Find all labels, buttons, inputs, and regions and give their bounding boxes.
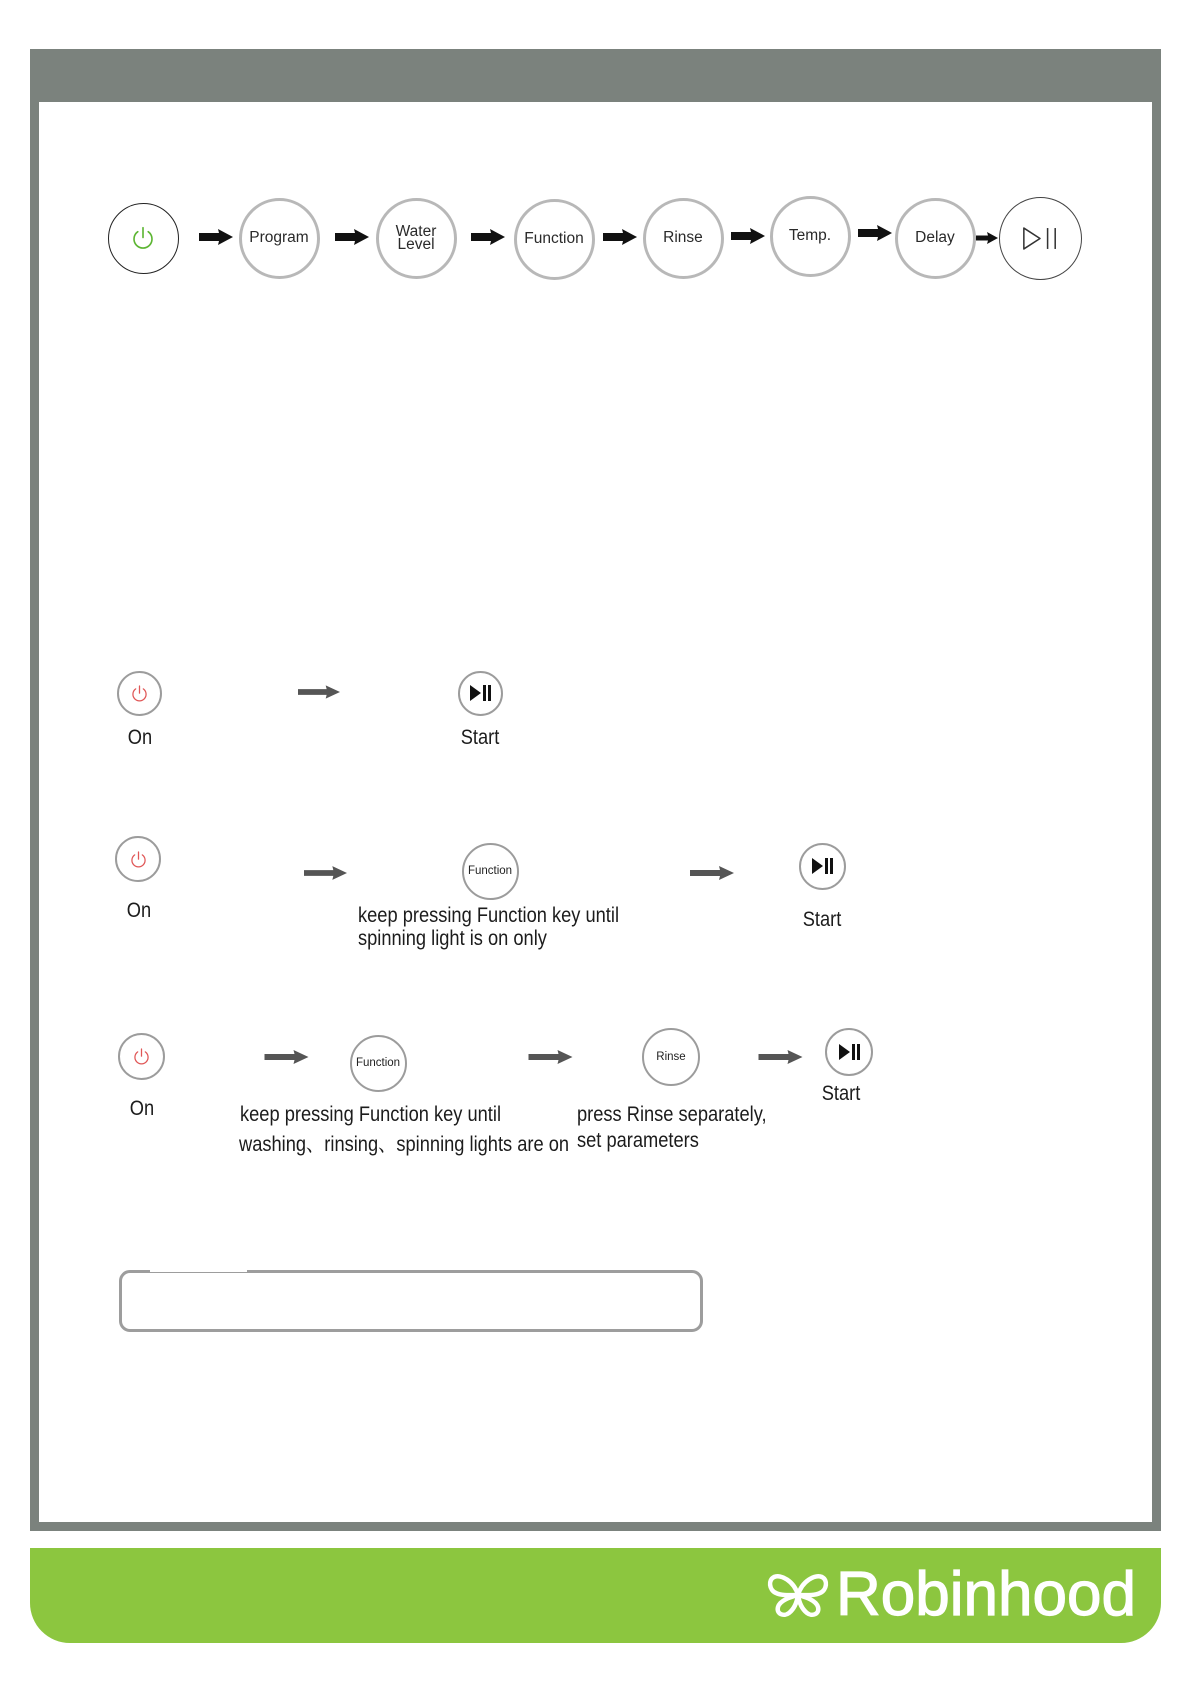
water-level-key <box>376 198 457 279</box>
function-key-label: Function <box>524 230 584 248</box>
rinse-key <box>643 198 724 279</box>
seq3-function-key-label: Function <box>355 1057 401 1069</box>
seq2-on-label: On <box>126 899 152 922</box>
butterfly-logo-icon <box>767 1571 829 1619</box>
seq2-start-label: Start <box>802 908 842 931</box>
seq3-function-key <box>350 1035 407 1092</box>
arrow-right-icon <box>298 685 340 699</box>
arrow-right-icon <box>603 229 637 245</box>
seq2-power-key <box>115 836 161 882</box>
seq3-rinse-note-line-2: set parameters <box>577 1129 699 1152</box>
seq3-function-note-line-1: keep pressing Function key until <box>240 1103 501 1126</box>
power-key <box>108 203 179 274</box>
seq1-power-key <box>117 671 162 716</box>
header-bar <box>30 49 1161 102</box>
seq3-power-key <box>118 1033 165 1080</box>
arrow-right-icon <box>858 225 892 241</box>
play-pause-icon <box>468 683 492 703</box>
delay-key-label: Delay <box>915 229 955 247</box>
arrow-right-icon <box>758 1050 803 1064</box>
program-key <box>239 198 320 279</box>
arrow-right-icon <box>199 229 233 245</box>
arrow-right-icon <box>335 229 369 245</box>
play-pause-icon <box>810 856 834 876</box>
rinse-key-label: Rinse <box>663 229 703 247</box>
play-pause-icon <box>1021 226 1059 251</box>
power-icon <box>132 1047 151 1066</box>
seq2-function-note-line-2: spinning light is on only <box>358 927 547 950</box>
brand-wordmark: Robinhood <box>836 1560 1136 1629</box>
seq3-function-note-line-2: washing、rinsing、spinning lights are on <box>239 1133 570 1156</box>
arrow-right-icon <box>304 866 347 880</box>
water-level-label-line-1: Water <box>395 222 437 240</box>
arrow-right-icon <box>976 232 998 244</box>
power-icon <box>130 684 149 703</box>
seq1-on-label: On <box>127 726 153 749</box>
arrow-right-icon <box>690 866 734 880</box>
seq3-on-label: On <box>129 1097 155 1120</box>
seq3-start-label: Start <box>821 1082 861 1105</box>
seq1-start-label: Start <box>460 726 500 749</box>
play-pause-icon <box>837 1042 861 1062</box>
power-icon <box>130 225 156 251</box>
note-box-tab-gap <box>150 1270 247 1272</box>
temp-key <box>770 196 851 277</box>
seq2-function-note-line-1: keep pressing Function key until <box>358 904 619 927</box>
arrow-right-icon <box>528 1050 573 1064</box>
water-level-key-label <box>395 222 437 253</box>
function-key <box>514 199 595 280</box>
arrow-right-icon <box>731 228 765 244</box>
program-key-label: Program <box>249 229 309 247</box>
arrow-right-icon <box>471 229 505 245</box>
power-icon <box>129 850 148 869</box>
water-level-label-line-2: Level <box>397 236 435 253</box>
arrow-right-icon <box>264 1050 309 1064</box>
seq1-start-key <box>458 671 503 716</box>
note-box <box>119 1270 703 1332</box>
seq3-rinse-note-line-1: press Rinse separately, <box>577 1103 767 1126</box>
start-pause-key <box>999 197 1082 280</box>
seq2-function-key-label: Function <box>467 865 513 877</box>
seq2-start-key <box>799 843 846 890</box>
seq3-rinse-key-label: Rinse <box>656 1051 686 1063</box>
delay-key <box>895 198 976 279</box>
temp-key-label: Temp. <box>788 227 832 245</box>
seq2-function-key <box>462 843 519 900</box>
seq3-rinse-key <box>642 1028 700 1086</box>
seq3-start-key <box>825 1028 873 1076</box>
